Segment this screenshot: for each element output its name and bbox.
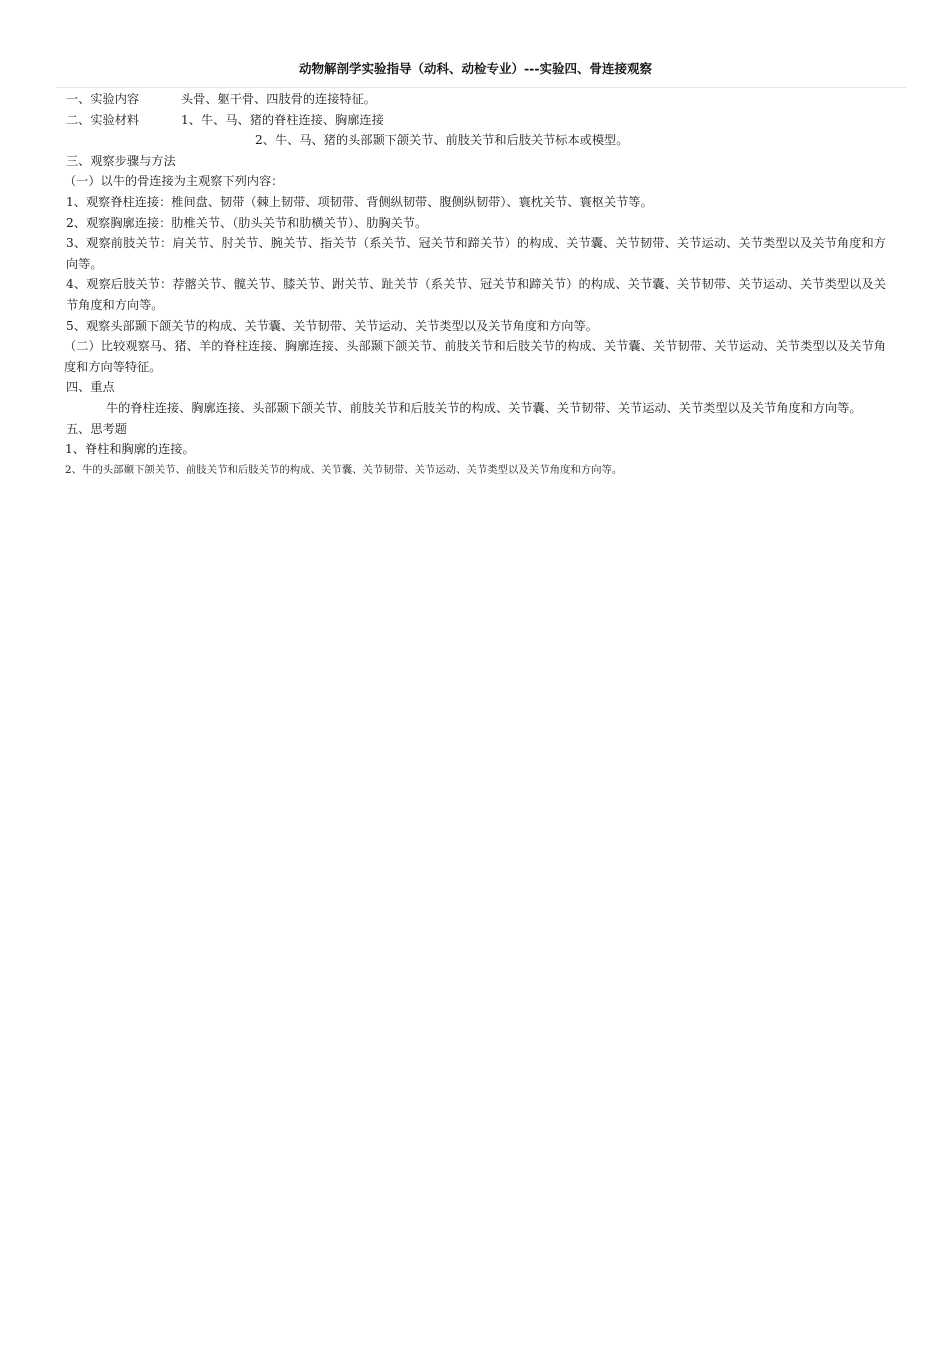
section-content [66, 89, 886, 110]
materials-item-2: 2、牛、马、猪的头部颞下颌关节、前肢关节和后肢关节标本或模型。 [255, 133, 629, 148]
materials-item-1: 1、牛、马、猪的脊柱连接、胸廓连接 [181, 112, 384, 127]
steps-item-1: 1、观察脊柱连接：椎间盘、韧带（棘上韧带、项韧带、背侧纵韧带、腹侧纵韧带）、寰枕关节、寰枢关节等。 [66, 194, 653, 209]
key-points-text: 牛的脊柱连接、胸廓连接、头部颞下颌关节、前肢关节和后肢关节的构成、关节囊、关节韧带、关节运动、关节类型以及关节角度和方向等。 [106, 400, 862, 415]
questions-item-1: 1、脊柱和胸廓的连接。 [65, 442, 195, 457]
steps-subheading-1: （一）以牛的骨连接为主观察下列内容： [64, 174, 284, 189]
document-title: 动物解剖学实验指导（动科、动检专业）---实验四、骨连接观察 [298, 61, 653, 76]
steps-item-5: 5、观察头部颞下颌关节的构成、关节囊、关节韧带、关节运动、关节类型以及关节角度和方向等。 [66, 318, 598, 333]
section-heading-content: 一、实验内容 [66, 92, 140, 106]
section-materials [66, 110, 886, 131]
title-divider [56, 87, 906, 88]
section-heading-materials: 二、实验材料 [66, 112, 140, 127]
section-heading-questions: 五、思考题 [66, 421, 127, 436]
steps-item-3: 3、观察前肢关节：肩关节、肘关节、腕关节、指关节（系关节、冠关节和蹄关节）的构成、关节囊、关节韧带、关节运动、关节类型以及关节角度和方向等。 [66, 236, 886, 271]
section-heading-key-points: 四、重点 [66, 380, 115, 395]
section-heading-steps: 三、观察步骤与方法 [66, 153, 176, 168]
steps-item-4: 4、观察后肢关节：荐髂关节、髋关节、膝关节、跗关节、趾关节（系关节、冠关节和蹄关节）的构成、关节囊、关节韧带、关节运动、关节类型以及关节角度和方向等。 [66, 277, 886, 312]
content-text: 头骨、躯干骨、四肢骨的连接特征。 [181, 92, 376, 106]
document-body [66, 89, 886, 480]
questions-item-2: 2、牛的头部颞下颌关节、前肢关节和后肢关节的构成、关节囊、关节韧带、关节运动、关节类型以及关节角度和方向等。 [65, 463, 623, 476]
steps-subheading-2: （二）比较观察马、猪、羊的脊柱连接、胸廓连接、头部颞下颌关节、前肢关节和后肢关节的构成、关节囊、关节韧带、关节运动、关节类型以及关节角度和方向等特征。 [64, 339, 886, 374]
steps-item-2: 2、观察胸廓连接：肋椎关节、（肋头关节和肋横关节）、肋胸关节。 [66, 215, 428, 230]
